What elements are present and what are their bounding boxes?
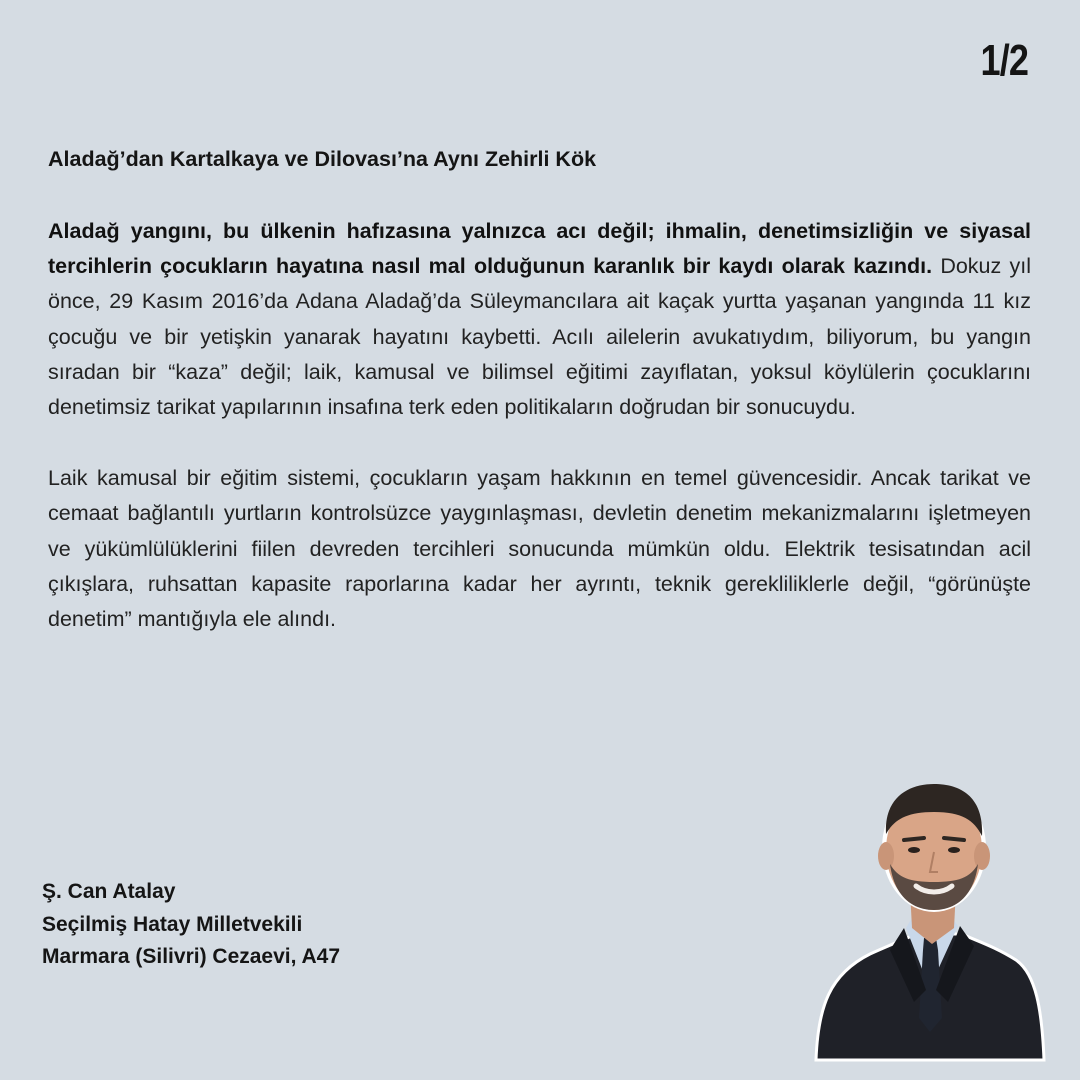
signature-location: Marmara (Silivri) Cezaevi, A47	[42, 945, 341, 968]
signature-block	[42, 876, 340, 974]
signature-name: Ş. Can Atalay	[42, 880, 176, 903]
article-paragraph-2: Laik kamusal bir eğitim sistemi, çocukların yaşam hakkının en temel güvencesidir. Ancak tarikat ve cemaat bağlantılı yurtların kontrolsüzce yaygınlaşması, devletin denetim mekanizmalarını işletmeyen ve yükümlülüklerini fiilen devreden tercihleri sonucunda mümkün oldu. Elektrik tesisatından acil çıkışlara, ruhsattan kapasite raporlarına kadar her ayrıntı, teknik gerekliliklerle değil, “görünüşte denetim” mantığıyla ele alındı.	[48, 466, 1031, 632]
paragraph-1-body: Dokuz yıl önce, 29 Kasım 2016’da Adana Aladağ’da Süleymancılara ait kaçak yurtta yaşanan yangında 11 kız çocuğu ve bir yetişkin yanarak hayatını kaybetti. Acılı ailelerin avukatıydım, biliyorum, bu yangın sıradan bir “kaza” değil; laik, kamusal ve bilimsel eğitimi zayıflatan, yoksul köylülerin çocuklarını denetimsiz tarikat yapılarının insafına terk eden politikaların doğrudan bir sonucuydu.	[48, 254, 1031, 420]
article-paragraph-1	[48, 214, 1031, 425]
portrait-photo	[812, 778, 1046, 1062]
article-headline: Aladağ’dan Kartalkaya ve Dilovası’na Aynı Zehirli Kök	[48, 147, 597, 171]
signature-title: Seçilmiş Hatay Milletvekili	[42, 912, 303, 936]
paragraph-1-bold-lead: Aladağ yangını, bu ülkenin hafızasına yalnızca acı değil; ihmalin, denetimsizliğin ve siyasal tercihlerin çocukların hayatına nasıl mal olduğunun karanlık bir kaydı olarak kazındı.	[48, 219, 1031, 279]
article	[48, 142, 1031, 637]
page-counter: 1/2	[980, 36, 1028, 85]
